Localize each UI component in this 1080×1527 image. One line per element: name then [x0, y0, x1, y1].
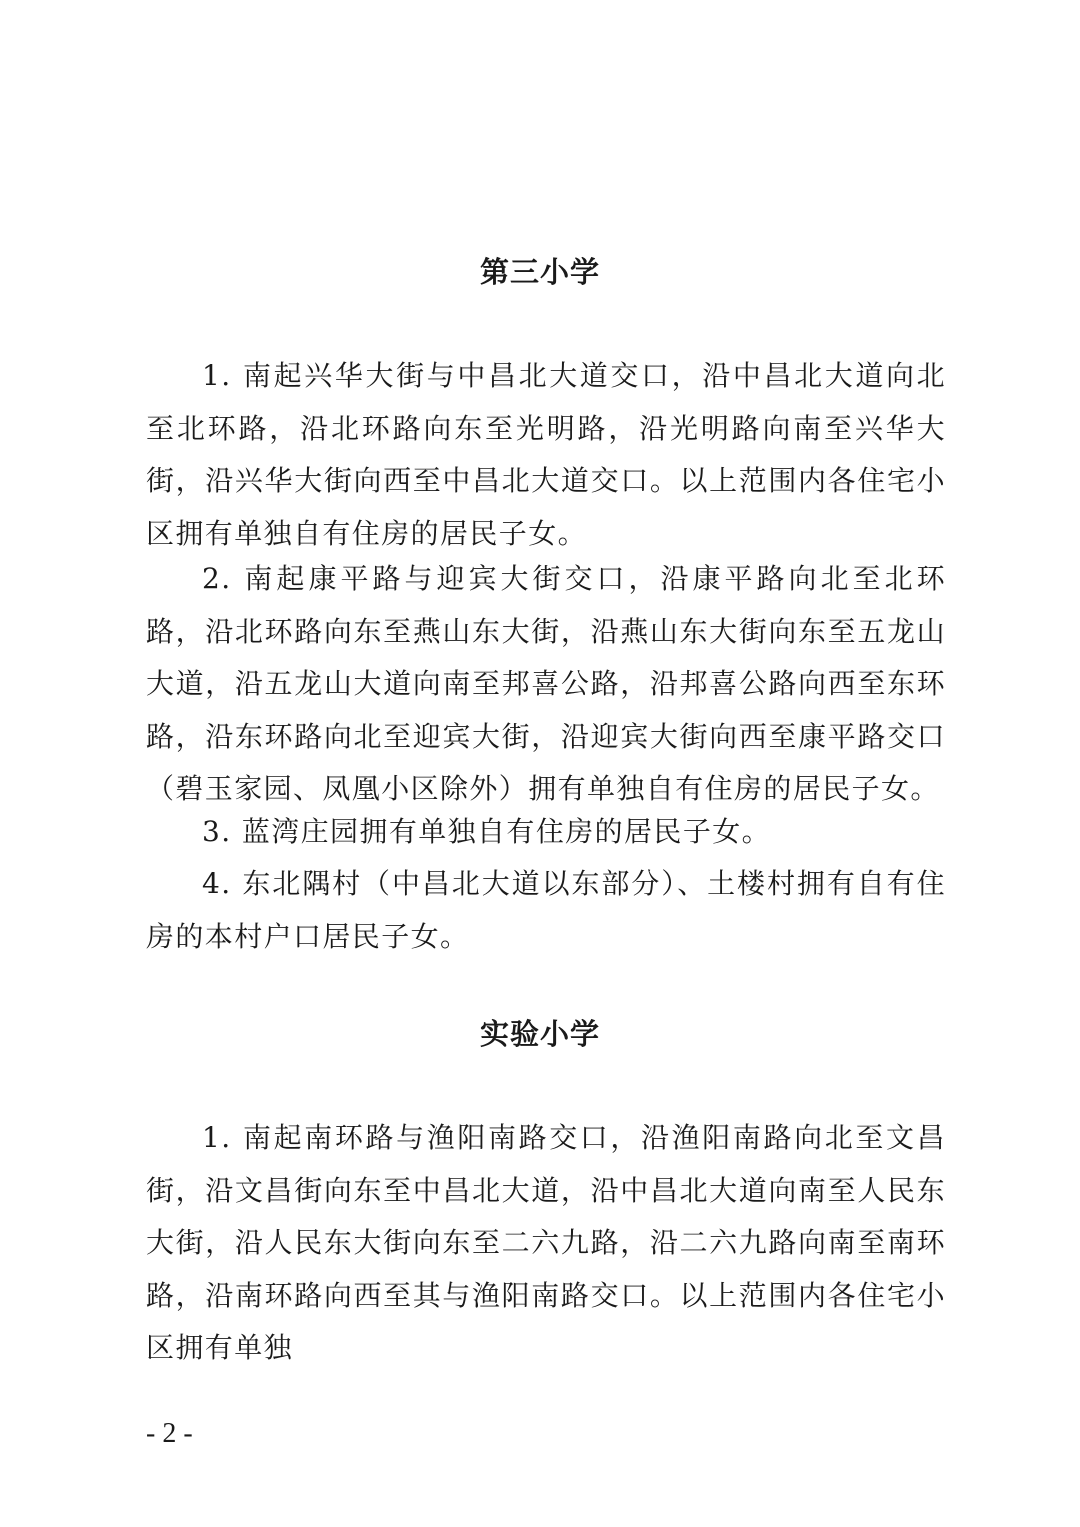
section-title-third-primary-school: 第三小学 — [479, 255, 600, 289]
paragraph-third-school-item-2: 2. 南起康平路与迎宾大街交口，沿康平路向北至北环路，沿北环路向东至燕山东大街，沿燕山东大街向东至五龙山大道，沿五龙山大道向南至邦喜公路，沿邦喜公路向西至东环路，沿东环路向北至迎宾大街，沿迎宾大街向西至康平路交口（碧玉家园、凤凰小区除外）拥有单独自有住房的居民子女。 — [146, 562, 946, 805]
page-number: - 2 - — [146, 1418, 193, 1449]
paragraph-third-school-item-3: 3. 蓝湾庄园拥有单独自有住房的居民子女。 — [202, 815, 772, 848]
section-title-experimental-primary-school: 实验小学 — [479, 1017, 600, 1051]
paragraph-third-school-item-4: 4. 东北隅村（中昌北大道以东部分）、土楼村拥有自有住房的本村户口居民子女。 — [146, 867, 946, 953]
paragraph-third-school-item-1: 1. 南起兴华大街与中昌北大道交口，沿中昌北大道向北至北环路，沿北环路向东至光明路，沿光明路向南至兴华大街，沿兴华大街向西至中昌北大道交口。以上范围内各住宅小区拥有单独自有住房的居民子女。 — [146, 359, 946, 550]
paragraph-experimental-school-item-1: 1. 南起南环路与渔阳南路交口，沿渔阳南路向北至文昌街，沿文昌街向东至中昌北大道，沿中昌北大道向南至人民东大街，沿人民东大街向东至二六九路，沿二六九路向南至南环路，沿南环路向西至其与渔阳南路交口。以上范围内各住宅小区拥有单独 — [146, 1121, 946, 1364]
